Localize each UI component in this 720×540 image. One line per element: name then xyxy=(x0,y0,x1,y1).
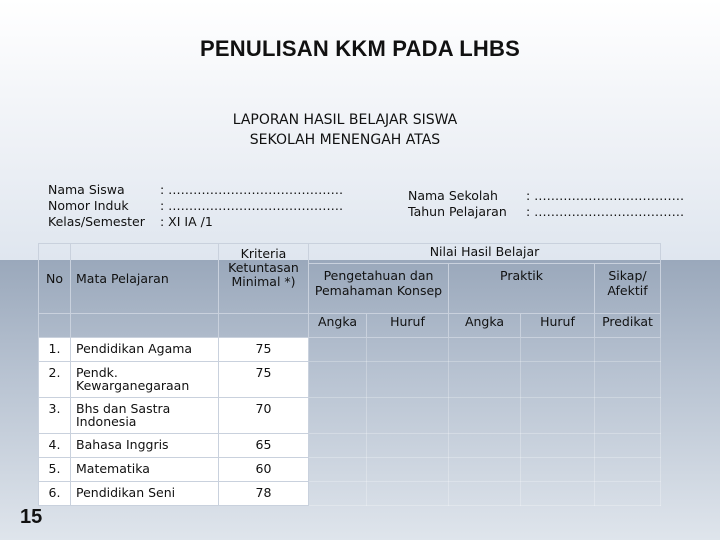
header-practice: Praktik xyxy=(449,264,595,314)
row-number: 2. xyxy=(39,362,71,398)
row-kkm: 75 xyxy=(219,338,309,362)
page-number: 15 xyxy=(20,506,43,528)
row-empty-cell xyxy=(449,338,521,362)
row-empty-cell xyxy=(309,458,367,482)
table-row xyxy=(39,482,661,506)
row-number: 5. xyxy=(39,458,71,482)
row-empty-cell xyxy=(449,398,521,434)
table-row xyxy=(39,338,661,362)
row-empty-cell xyxy=(367,434,449,458)
row-subject: Matematika xyxy=(71,458,219,482)
header-attitude-predikat: Predikat xyxy=(595,314,661,338)
row-empty-cell xyxy=(367,458,449,482)
header-no: No xyxy=(39,244,71,314)
header-results: Nilai Hasil Belajar xyxy=(309,244,661,264)
row-empty-cell xyxy=(449,434,521,458)
student-info xyxy=(48,182,343,230)
row-kkm: 75 xyxy=(219,362,309,398)
row-number: 4. xyxy=(39,434,71,458)
class-semester-value: : XI IA /1 xyxy=(160,214,213,229)
row-subject: Bahasa Inggris xyxy=(71,434,219,458)
header-blank-kkm xyxy=(219,314,309,338)
row-empty-cell xyxy=(595,434,661,458)
row-subject: Pendidikan Agama xyxy=(71,338,219,362)
school-year-value: : ……………………………… xyxy=(526,204,685,219)
report-table xyxy=(38,243,661,506)
row-subject: Pendidikan Seni xyxy=(71,482,219,506)
row-empty-cell xyxy=(521,338,595,362)
slide-title: PENULISAN KKM PADA LHBS xyxy=(200,36,520,61)
row-kkm: 78 xyxy=(219,482,309,506)
row-empty-cell xyxy=(521,482,595,506)
row-empty-cell xyxy=(309,362,367,398)
header-blank-no xyxy=(39,314,71,338)
row-empty-cell xyxy=(449,362,521,398)
row-empty-cell xyxy=(521,434,595,458)
row-empty-cell xyxy=(521,362,595,398)
student-name-value: : …………………………………… xyxy=(160,182,344,197)
row-number: 1. xyxy=(39,338,71,362)
header-subject: Mata Pelajaran xyxy=(71,244,219,314)
row-number: 3. xyxy=(39,398,71,434)
table-row xyxy=(39,458,661,482)
header-knowledge-huruf: Huruf xyxy=(367,314,449,338)
row-empty-cell xyxy=(367,338,449,362)
row-kkm: 60 xyxy=(219,458,309,482)
row-empty-cell xyxy=(309,434,367,458)
table-row xyxy=(39,434,661,458)
header-kkm: Kriteria Ketuntasan Minimal *) xyxy=(219,244,309,314)
header-practice-huruf: Huruf xyxy=(521,314,595,338)
row-kkm: 70 xyxy=(219,398,309,434)
table-row xyxy=(39,398,661,434)
school-name-label: Nama Sekolah xyxy=(408,188,498,203)
row-empty-cell xyxy=(595,398,661,434)
row-subject: Pendk. Kewarganegaraan xyxy=(71,362,219,398)
row-empty-cell xyxy=(309,482,367,506)
header-knowledge: Pengetahuan dan Pemahaman Konsep xyxy=(309,264,449,314)
row-empty-cell xyxy=(449,458,521,482)
row-empty-cell xyxy=(595,482,661,506)
table-row xyxy=(39,362,661,398)
header-knowledge-angka: Angka xyxy=(309,314,367,338)
student-name-label: Nama Siswa xyxy=(48,182,125,197)
school-name-value: : ……………………………… xyxy=(526,188,685,203)
header-practice-angka: Angka xyxy=(449,314,521,338)
student-id-value: : …………………………………… xyxy=(160,198,344,213)
row-empty-cell xyxy=(521,458,595,482)
row-empty-cell xyxy=(595,458,661,482)
row-empty-cell xyxy=(309,338,367,362)
row-subject: Bhs dan Sastra Indonesia xyxy=(71,398,219,434)
row-empty-cell xyxy=(309,398,367,434)
class-semester-label: Kelas/Semester xyxy=(48,214,145,229)
row-kkm: 65 xyxy=(219,434,309,458)
row-empty-cell xyxy=(521,398,595,434)
header-blank-subject xyxy=(71,314,219,338)
row-number: 6. xyxy=(39,482,71,506)
report-heading xyxy=(0,110,690,150)
row-empty-cell xyxy=(449,482,521,506)
school-year-label: Tahun Pelajaran xyxy=(408,204,507,219)
header-attitude: Sikap/ Afektif xyxy=(595,264,661,314)
school-info xyxy=(408,188,684,220)
row-empty-cell xyxy=(367,362,449,398)
report-heading-line-1: LAPORAN HASIL BELAJAR SISWA xyxy=(232,112,458,128)
row-empty-cell xyxy=(367,398,449,434)
report-heading-line-2: SEKOLAH MENENGAH ATAS xyxy=(249,132,441,148)
student-id-label: Nomor Induk xyxy=(48,198,129,213)
row-empty-cell xyxy=(595,362,661,398)
row-empty-cell xyxy=(367,482,449,506)
row-empty-cell xyxy=(595,338,661,362)
